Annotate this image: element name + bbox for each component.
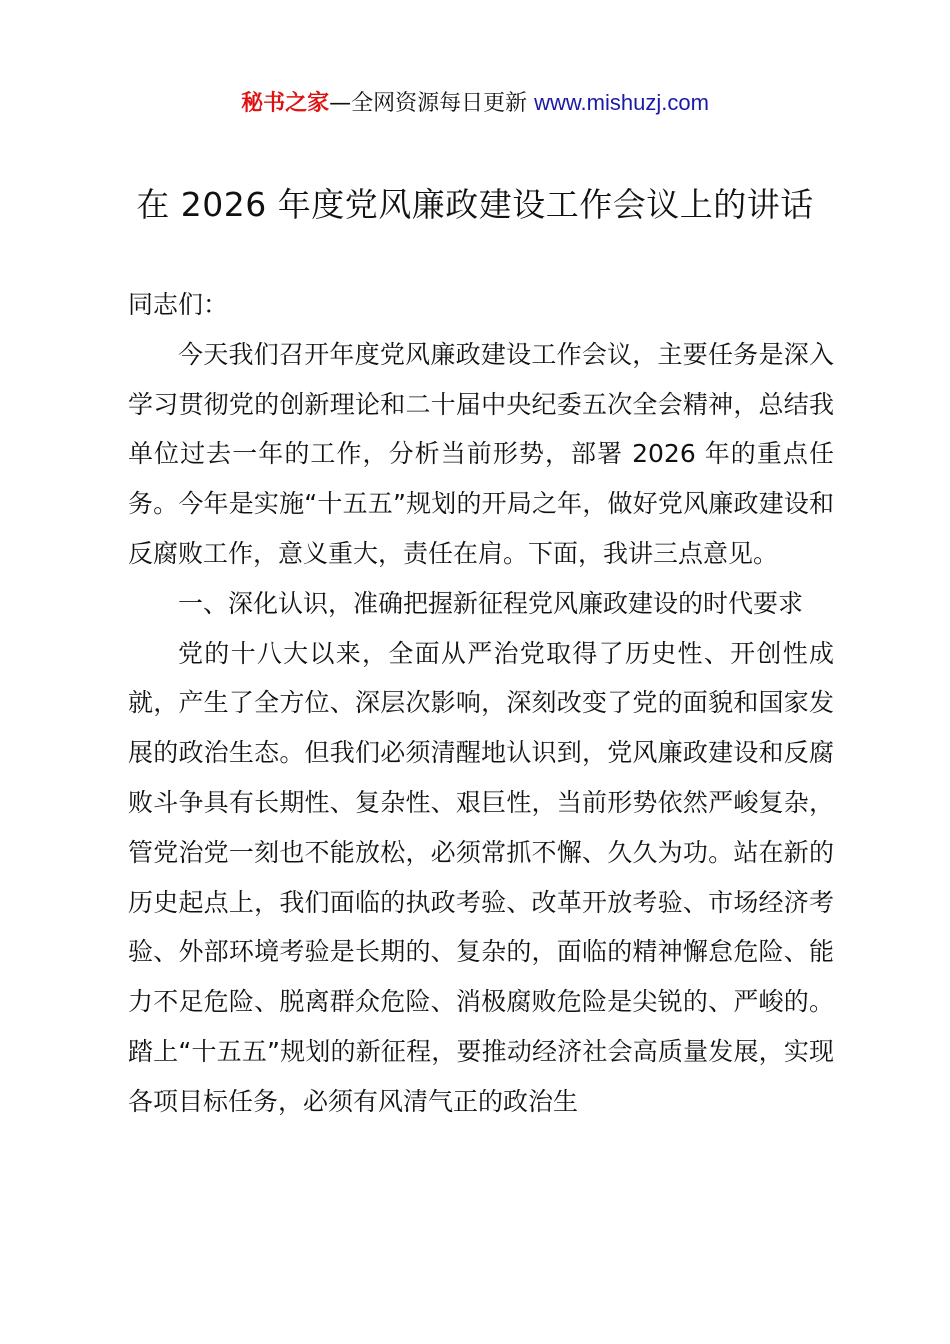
document-body [128, 280, 834, 1127]
paragraph: 今天我们召开年度党风廉政建设工作会议，主要任务是深入学习贯彻党的创新理论和二十届中央纪委五次全会精神，总结我单位过去一年的工作，分析当前形势，部署 2026 年的重点任务。今年是实施“十五五”规划的开局之年，做好党风廉政建设和反腐败工作，意义重大，责任在肩。下面，我讲三点意见。 [128, 339, 834, 568]
site-header [0, 88, 950, 119]
section-heading: 一、深化认识，准确把握新征程党风廉政建设的时代要求 [178, 588, 804, 618]
brand-name: 秘书之家 [241, 91, 330, 116]
header-tagline: —全网资源每日更新 [329, 91, 535, 116]
site-url-link[interactable]: www.mishuzj.com [534, 90, 709, 115]
document-title: 在 2026 年度党风廉政建设工作会议上的讲话 [136, 185, 814, 224]
paragraph: 党的十八大以来，全面从严治党取得了历史性、开创性成就，产生了全方位、深层次影响，深刻改变了党的面貌和国家发展的政治生态。但我们必须清醒地认识到，党风廉政建设和反腐败斗争具有长期性、复杂性、艰巨性，当前形势依然严峻复杂，管党治党一刻也不能放松，必须常抓不懈、久久为功。站在新的历史起点上，我们面临的执政考验、改革开放考验、市场经济考验、外部环境考验是长期的、复杂的，面临的精神懈怠危险、能力不足危险、脱离群众危险、消极腐败危险是尖锐的、严峻的。踏上“十五五”规划的新征程，要推动经济社会高质量发展，实现各项目标任务，必须有风清气正的政治生 [128, 638, 834, 1116]
salutation: 同志们： [128, 290, 229, 319]
